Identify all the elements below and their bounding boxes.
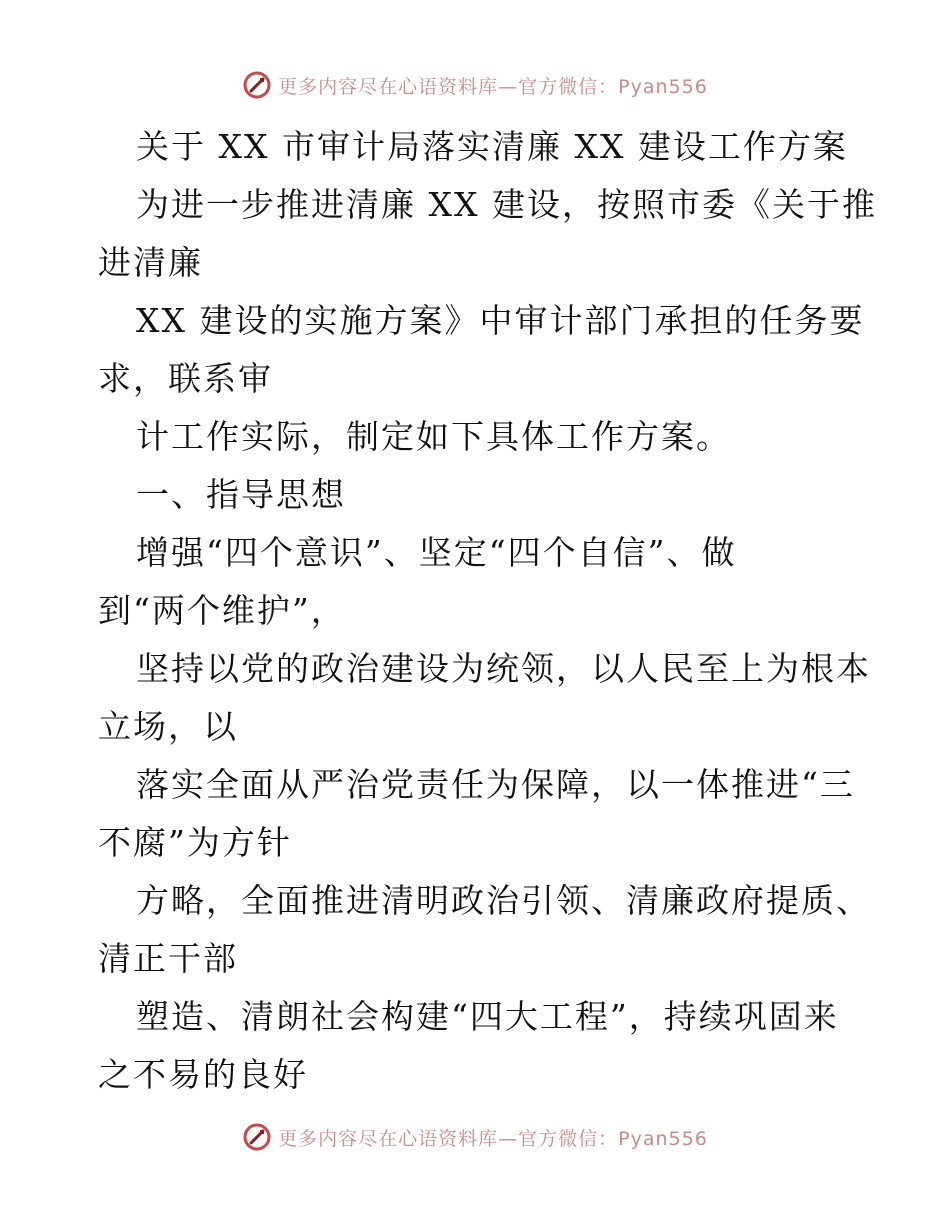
document-line: XX 建设的实施方案》中审计部门承担的任务要 <box>136 301 865 340</box>
document-line: 之不易的良好 <box>98 1055 308 1094</box>
footer-watermark-banner <box>0 1122 950 1152</box>
document-line: 不腐”为方针 <box>98 823 292 862</box>
banner-wechat-id: Pyan556 <box>618 1127 708 1150</box>
document-line: 塑造、清朗社会构建“四大工程”，持续巩固来 <box>136 997 839 1036</box>
banner-text: 更多内容尽在心语资料库—官方微信：Pyan556 <box>278 75 708 98</box>
document-line: 一、指导思想 <box>136 475 346 514</box>
document-line: 到“两个维护”， <box>98 591 346 630</box>
header-watermark-banner <box>0 70 950 100</box>
pen-logo-icon <box>242 1122 272 1152</box>
document-line: 落实全面从严治党责任为保障，以一体推进“三 <box>136 765 855 804</box>
document-line: 立场，以 <box>98 707 238 746</box>
banner-text: 更多内容尽在心语资料库—官方微信：Pyan556 <box>278 1127 708 1150</box>
document-line: 坚持以党的政治建设为统领，以人民至上为根本 <box>136 649 871 688</box>
document-line: 求，联系审 <box>98 359 273 398</box>
document-line: 计工作实际，制定如下具体工作方案。 <box>136 417 731 456</box>
document-line: 关于 XX 市审计局落实清廉 XX 建设工作方案 <box>136 127 848 166</box>
document-line: 方略，全面推进清明政治引领、清廉政府提质、 <box>136 881 871 920</box>
document-line: 进清廉 <box>98 243 203 282</box>
banner-wechat-id: Pyan556 <box>618 75 708 98</box>
document-line: 清正干部 <box>98 939 238 978</box>
document-line: 为进一步推进清廉 XX 建设，按照市委《关于推 <box>136 185 877 224</box>
document-body <box>98 118 877 1104</box>
document-line: 增强“四个意识”、坚定“四个自信”、做 <box>136 533 737 572</box>
pen-logo-icon <box>242 70 272 100</box>
